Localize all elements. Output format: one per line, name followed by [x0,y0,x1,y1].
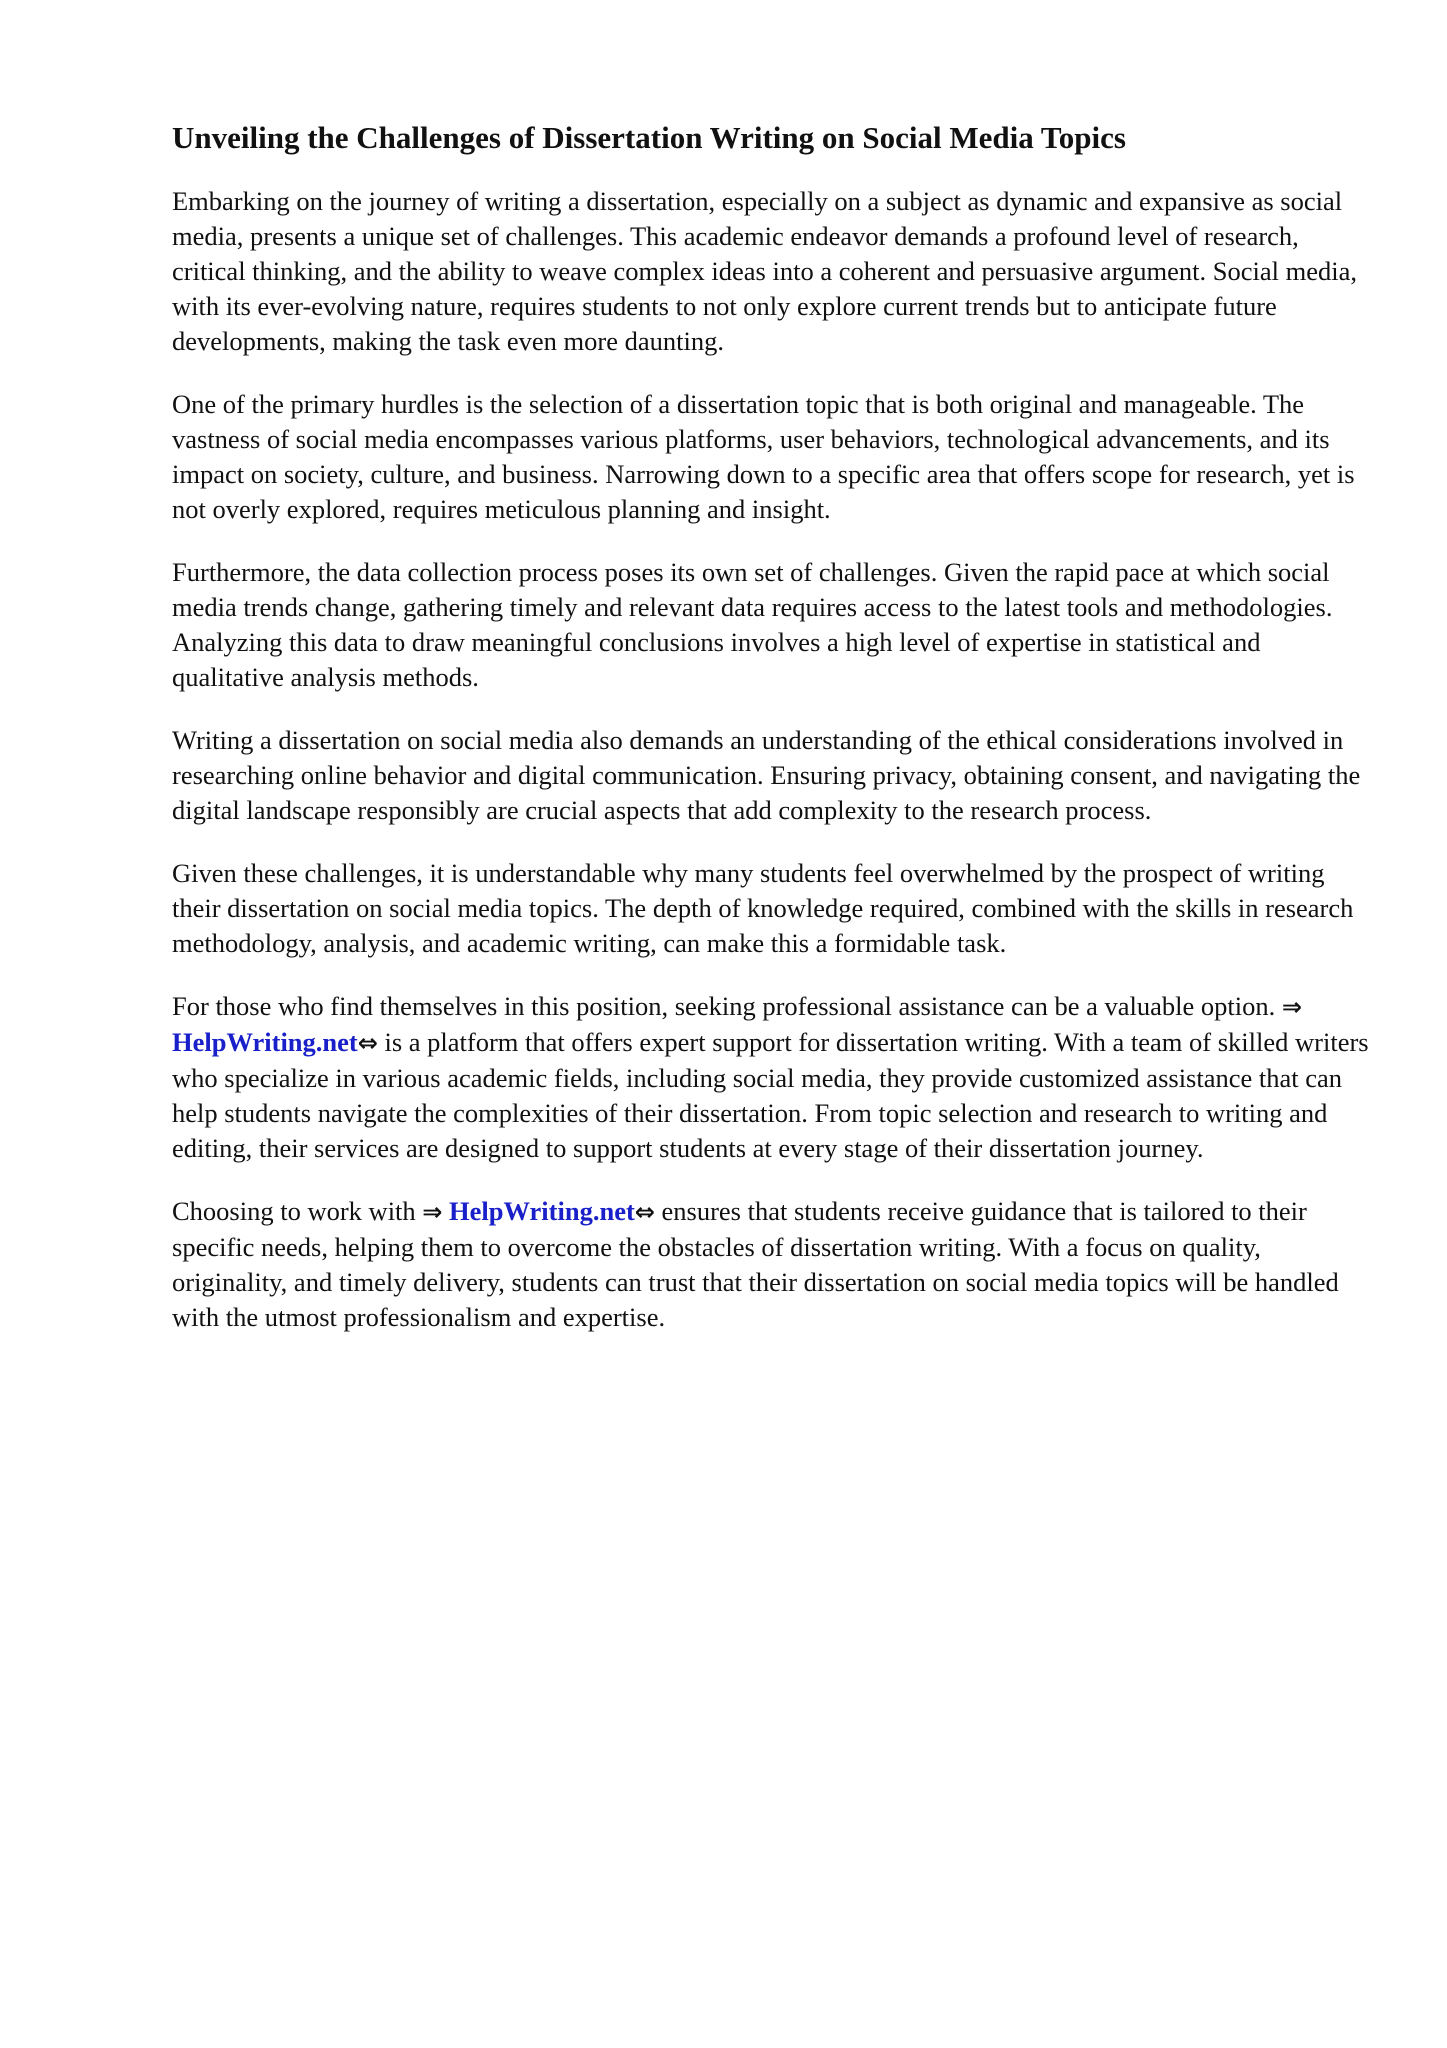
helpwriting-link[interactable]: HelpWriting.net [449,1196,635,1226]
paragraph-choosing [172,1194,1372,1335]
paragraph-assistance-text-end: is a platform that offers expert support for dissertation writing. With a team of skilled writers who specialize in various academic fields, including social media, they provide customized assistance that can help students navigate the complexities of their dissertation. From topic selection and research to writing and editing, their services are designed to support students at every stage of their dissertation journey. [172,1027,1369,1163]
helpwriting-link[interactable]: HelpWriting.net [172,1027,358,1057]
paragraph-data-collection: Furthermore, the data collection process poses its own set of challenges. Given the rapid pace at which social media trends change, gathering timely and relevant data requires access to the latest tools and methodologies. Analyzing this data to draw meaningful conclusions involves a high level of expertise in statistical and qualitative analysis methods. [172,557,1333,692]
right-arrow-icon: ⇒ [1281,993,1302,1021]
double-arrow-icon: ⇔ [357,1029,378,1057]
paragraph-choosing-text-start: Choosing to work with [172,1196,423,1226]
paragraph-overwhelmed: Given these challenges, it is understandable why many students feel overwhelmed by the prospect of writing their dissertation on social media topics. The depth of knowledge required, combined with the skills in research methodology, analysis, and academic writing, can make this a formidable task. [172,858,1354,958]
document-page [172,118,1372,1363]
paragraph-assistance-text-start: For those who find themselves in this position, seeking professional assistance can be a valuable option. [172,991,1282,1021]
double-arrow-icon: ⇔ [634,1198,655,1226]
right-arrow-icon: ⇒ [422,1198,443,1226]
paragraph-topic-selection: One of the primary hurdles is the selection of a dissertation topic that is both original and manageable. The vastness of social media encompasses various platforms, user behaviors, technological advancements, and its impact on society, culture, and business. Narrowing down to a specific area that offers scope for research, yet is not overly explored, requires meticulous planning and insight. [172,389,1355,524]
document-title: Unveiling the Challenges of Dissertation Writing on Social Media Topics [172,120,1126,155]
paragraph-ethics: Writing a dissertation on social media also demands an understanding of the ethical considerations involved in researching online behavior and digital communication. Ensuring privacy, obtaining consent, and navigating the digital landscape responsibly are crucial aspects that add complexity to the research process. [172,725,1361,825]
paragraph-intro: Embarking on the journey of writing a dissertation, especially on a subject as dynamic and expansive as social media, presents a unique set of challenges. This academic endeavor demands a profound level of research, critical thinking, and the ability to weave complex ideas into a coherent and persuasive argument. Social media, with its ever-evolving nature, requires students to not only explore current trends but to anticipate future developments, making the task even more daunting. [172,186,1358,356]
paragraph-assistance [172,989,1372,1166]
paragraph-choosing-text-end: ensures that students receive guidance that is tailored to their specific needs, helping them to overcome the obstacles of dissertation writing. With a focus on quality, originality, and timely delivery, students can trust that their dissertation on social media topics will be handled with the utmost professionalism and expertise. [172,1196,1339,1332]
